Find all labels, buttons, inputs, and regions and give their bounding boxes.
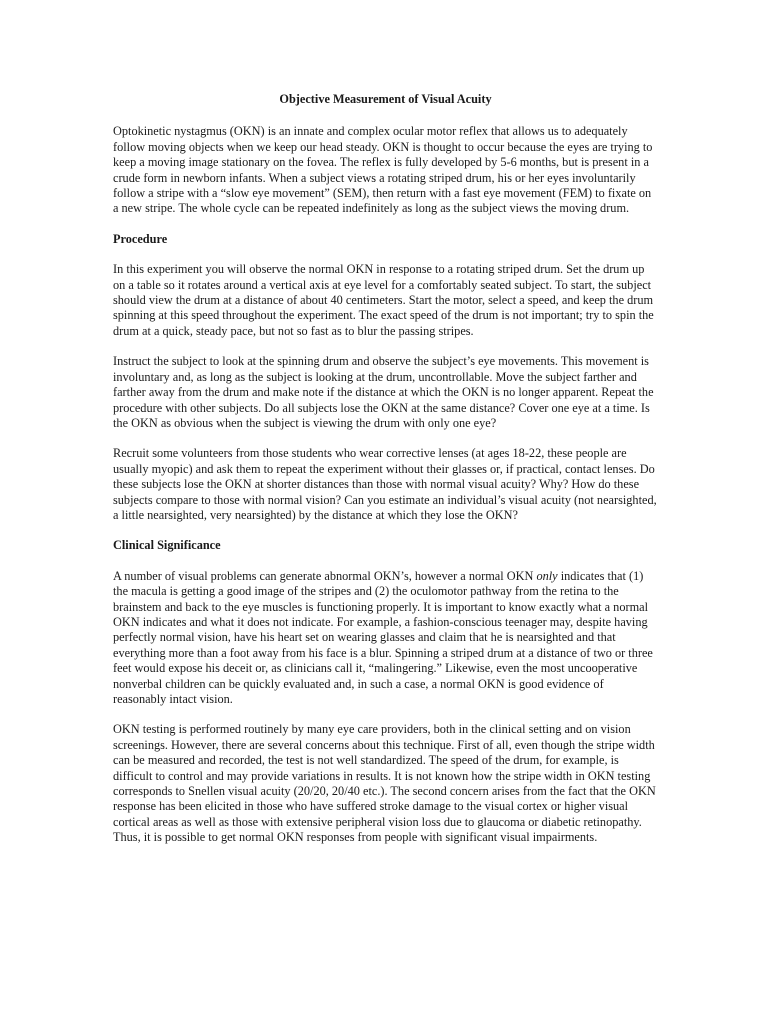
clinical-paragraph-1-rest: indicates that (1) the macula is getting a good image of the stripes and (2) the oculomotor pathway from the retina to the brainstem and back to the eye muscles is functioning properly. It is important to know exactly what a normal OKN indicates and what it does not indicate. For example, a fashion-conscious teenager may, despite having perfectly normal vision, have his heart set on wearing glasses and claim that he is nearsighted and that everything more than a foot away from his face is a blur. Spinning a striped drum at a distance of two or three feet would expose his deceit or, as clinicians call it, “malingering.” Likewise, even the most uncooperative nonverbal children can be quickly evaluated and, in such a case, a normal OKN is good evidence of reasonably intact vision. — [113, 568, 653, 706]
document-title: Objective Measurement of Visual Acuity — [279, 92, 492, 106]
clinical-paragraph-2: OKN testing is performed routinely by many eye care providers, both in the clinical setting and on vision screenings. However, there are several concerns about this technique. First of all, even though the stripe width can be measured and recorded, the test is not well standardized. The speed of the drum, for example, is difficult to control and may provide variations in results. It is not known how the stripe width in OKN testing corresponds to Snellen visual acuity (20/20, 20/40 etc.). The second concern arises from the fact that the OKN response has been elicited in those who have suffered stroke damage to the visual cortex or higher visual cortical areas as well as those with extensive peripheral vision loss due to glaucoma or diabetic retinopathy. Thus, it is possible to get normal OKN responses from people with significant visual impairments. — [113, 722, 656, 845]
document-body — [113, 92, 658, 861]
clinical-paragraph-1 — [113, 569, 658, 708]
procedure-heading: Procedure — [113, 231, 168, 246]
procedure-paragraph-3: Recruit some volunteers from those students who wear corrective lenses (at ages 18-22, these people are usually myopic) and ask them to repeat the experiment without their glasses or, if practical, contact lenses. Do these subjects lose the OKN at shorter distances than those with normal visual acuity? Why? How do these subjects compare to those with normal vision? Can you estimate an individual’s visual acuity (not nearsighted, a little nearsighted, very nearsighted) by the distance at which they lose the OKN? — [113, 446, 657, 522]
intro-paragraph: Optokinetic nystagmus (OKN) is an innate and complex ocular motor reflex that allows us to adequately follow moving objects when we keep our head steady. OKN is thought to occur because the eyes are trying to keep a moving image stationary on the fovea. The reflex is fully developed by 5-6 months, but is present in a crude form in newborn infants. When a subject views a rotating striped drum, his or her eyes involuntarily follow a stripe with a “slow eye movement” (SEM), then return with a fast eye movement (FEM) to fixate on a new stripe. The whole cycle can be repeated indefinitely as long as the subject views the moving drum. — [113, 124, 653, 216]
clinical-significance-heading: Clinical Significance — [113, 538, 221, 553]
procedure-paragraph-1: In this experiment you will observe the normal OKN in response to a rotating striped drum. Set the drum up on a table so it rotates around a vertical axis at eye level for a comfortably seated subject. To start, the subject should view the drum at a distance of about 40 centimeters. Start the motor, select a speed, and keep the drum spinning at this speed throughout the experiment. The exact speed of the drum is not important; try to spin the drum at a quick, steady pace, but not so fast as to blur the passing stripes. — [113, 262, 654, 338]
clinical-paragraph-1-emphasis: only — [536, 568, 558, 583]
procedure-paragraph-2: Instruct the subject to look at the spinning drum and observe the subject’s eye movements. This movement is involuntary and, as long as the subject is looking at the drum, uncontrollable. Move the subject farther and farther away from the drum and make note if the distance at which the OKN is no longer apparent. Repeat the procedure with other subjects. Do all subjects lose the OKN at the same distance? Cover one eye at a time. Is the OKN as obvious when the subject is viewing the drum with only one eye? — [113, 354, 654, 430]
clinical-paragraph-1-lead: A number of visual problems can generate abnormal OKN’s, however a normal OKN — [113, 568, 537, 583]
